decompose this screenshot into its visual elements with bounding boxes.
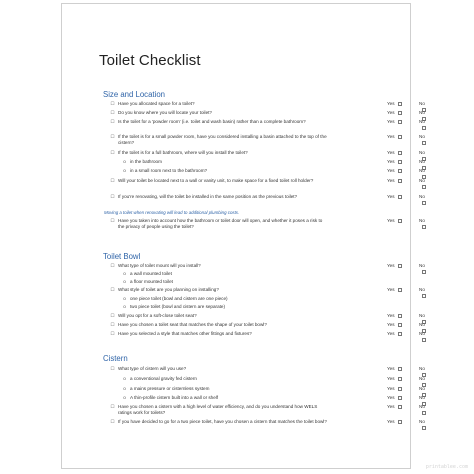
yes-checkbox	[398, 160, 402, 164]
no-checkbox	[422, 426, 426, 430]
checkbox-bullet-icon[interactable]: ☐	[110, 150, 115, 155]
no-option[interactable]: No	[419, 110, 426, 122]
no-option[interactable]: No	[419, 101, 426, 113]
no-checkbox	[422, 201, 426, 205]
no-checkbox	[422, 185, 426, 189]
no-option[interactable]: No	[419, 287, 426, 299]
no-checkbox	[422, 294, 426, 298]
checkbox-bullet-icon[interactable]: ☐	[110, 101, 115, 106]
yes-option[interactable]: Yes	[387, 313, 402, 319]
no-option[interactable]: No	[419, 159, 426, 171]
yes-checkbox	[398, 332, 402, 336]
checkbox-bullet-icon[interactable]: ☐	[110, 313, 115, 318]
yes-checkbox	[398, 219, 402, 223]
yes-checkbox	[398, 179, 402, 183]
yes-option[interactable]: Yes	[387, 194, 402, 200]
no-option[interactable]: No	[419, 168, 426, 180]
checkbox-bullet-icon[interactable]: ☐	[110, 331, 115, 336]
no-checkbox	[422, 141, 426, 145]
checkbox-bullet-icon[interactable]: ☐	[110, 178, 115, 183]
no-option[interactable]: No	[419, 134, 426, 146]
checkbox-bullet-icon[interactable]: ☐	[110, 322, 115, 327]
circle-bullet-icon: o	[123, 271, 126, 276]
no-option[interactable]: No	[419, 395, 426, 407]
watermark: printablee.com	[425, 464, 468, 470]
circle-bullet-icon: o	[123, 279, 126, 284]
yes-checkbox	[398, 323, 402, 327]
checkbox-bullet-icon[interactable]: ☐	[110, 134, 115, 139]
circle-bullet-icon: o	[123, 376, 126, 381]
yes-option[interactable]: Yes	[387, 218, 402, 224]
no-option[interactable]: No	[419, 218, 426, 230]
yes-checkbox	[398, 169, 402, 173]
no-option[interactable]: No	[419, 119, 426, 131]
circle-bullet-icon: o	[123, 296, 126, 301]
no-option[interactable]: No	[419, 313, 426, 325]
checkbox-bullet-icon[interactable]: ☐	[110, 194, 115, 199]
no-option[interactable]: No	[419, 419, 426, 431]
yes-option[interactable]: Yes	[387, 386, 402, 392]
plumbing-cost-note: Moving a toilet when renovating will lead to additional plumbing costs.	[104, 210, 240, 215]
checkbox-bullet-icon[interactable]: ☐	[110, 218, 115, 223]
yes-option[interactable]: Yes	[387, 366, 402, 372]
checkbox-bullet-icon[interactable]: ☐	[110, 110, 115, 115]
yes-checkbox	[398, 396, 402, 400]
no-checkbox	[422, 270, 426, 274]
yes-checkbox	[398, 195, 402, 199]
yes-option[interactable]: Yes	[387, 404, 402, 410]
yes-option[interactable]: Yes	[387, 110, 402, 116]
circle-bullet-icon: o	[123, 159, 126, 164]
yes-option[interactable]: Yes	[387, 263, 402, 269]
section-heading-toilet-bowl: Toilet Bowl	[103, 252, 141, 261]
section-heading-cistern: Cistern	[103, 354, 128, 363]
page-title: Toilet Checklist	[99, 52, 201, 69]
no-option[interactable]: No	[419, 386, 426, 398]
no-checkbox	[422, 338, 426, 342]
yes-option[interactable]: Yes	[387, 419, 402, 425]
circle-bullet-icon: o	[123, 386, 126, 391]
checkbox-bullet-icon[interactable]: ☐	[110, 419, 115, 424]
no-checkbox	[422, 225, 426, 229]
yes-checkbox	[398, 420, 402, 424]
section-heading-size-location: Size and Location	[103, 90, 165, 99]
yes-checkbox	[398, 151, 402, 155]
circle-bullet-icon: o	[123, 304, 126, 309]
yes-checkbox	[398, 111, 402, 115]
yes-option[interactable]: Yes	[387, 134, 402, 140]
yes-option[interactable]: Yes	[387, 101, 402, 107]
no-option[interactable]: No	[419, 376, 426, 388]
yes-checkbox	[398, 120, 402, 124]
yes-option[interactable]: Yes	[387, 150, 402, 156]
yes-checkbox	[398, 367, 402, 371]
yes-checkbox	[398, 264, 402, 268]
no-option[interactable]: No	[419, 322, 426, 334]
no-option[interactable]: No	[419, 194, 426, 206]
checkbox-bullet-icon[interactable]: ☐	[110, 119, 115, 124]
checkbox-bullet-icon[interactable]: ☐	[110, 287, 115, 292]
yes-option[interactable]: Yes	[387, 168, 402, 174]
yes-checkbox	[398, 314, 402, 318]
yes-checkbox	[398, 377, 402, 381]
yes-option[interactable]: Yes	[387, 119, 402, 125]
no-option[interactable]: No	[419, 178, 426, 190]
no-option[interactable]: No	[419, 150, 426, 162]
checkbox-bullet-icon[interactable]: ☐	[110, 366, 115, 371]
no-checkbox	[422, 126, 426, 130]
checklist-page: Toilet Checklist Size and Location ☐ Have you allocated space for a toilet? Yes No ☐ Do you know where you will locate your toilet? Yes No ☐ Is the toilet for a 'powder room' (i.e. toilet and wash basin) rather than a complete bathroom? Yes No ☐ If the toilet is for a small powder room, have you considered installing a basin attached to the top of the cistern? Yes No ☐ If the toilet is for a full bathroom, where will you install the toilet? Yes No o in the bathroom Yes No o in a small room next to the bathroom? Yes No ☐ Will your toilet be located next to a wall or vanity unit, to make space for a fixed toilet roll holder? Yes No ☐ If you're renovating, will the toilet be installed in the same position as the previous toilet? Yes No Moving a toilet when renovating will lead to additional plumbing costs. ☐ Have you taken into account how the bathroom or toilet door will open, and whether it poses a risk to the privacy of people using the toilet? Yes No Toilet Bowl ☐ What type of toilet mount will you install? Yes No o a wall mounted toilet o a floor mounted toilet ☐ What style of toilet are you planning on installing? Yes No o one piece toilet (bowl and cistern are one piece) o two piece toilet (bowl and cistern are separate) ☐ Will you opt for a soft-close toilet seat? Yes No ☐ Have you chosen a toilet seat that matches the shape of your toilet bowl? Yes No ☐ Have you selected a style that matches other fittings and fixtures? Yes No Cistern ☐ What type of cistern will you use? Yes No o a conventional gravity fed cistern Yes No o a mains pressure or cisternless system Yes No o A thin-profile cistern built into a wall or shelf Yes No ☐ Have you chosen a cistern with a high level of water efficiency, and do you understand how WELS ratings work for toilets? Yes No ☐ If you have decided to go for a two piece toilet, have you chosen a cistern that matches the toilet bowl? Yes No	[61, 3, 411, 469]
yes-checkbox	[398, 135, 402, 139]
no-option[interactable]: No	[419, 366, 426, 378]
yes-option[interactable]: Yes	[387, 376, 402, 382]
yes-option[interactable]: Yes	[387, 395, 402, 401]
no-checkbox	[422, 411, 426, 415]
no-option[interactable]: No	[419, 263, 426, 275]
yes-option[interactable]: Yes	[387, 331, 402, 337]
no-option[interactable]: No	[419, 404, 426, 416]
no-option[interactable]: No	[419, 331, 426, 343]
checkbox-bullet-icon[interactable]: ☐	[110, 263, 115, 268]
circle-bullet-icon: o	[123, 395, 126, 400]
yes-checkbox	[398, 405, 402, 409]
yes-option[interactable]: Yes	[387, 178, 402, 184]
yes-option[interactable]: Yes	[387, 287, 402, 293]
yes-checkbox	[398, 387, 402, 391]
circle-bullet-icon: o	[123, 168, 126, 173]
checkbox-bullet-icon[interactable]: ☐	[110, 404, 115, 409]
yes-checkbox	[398, 288, 402, 292]
yes-option[interactable]: Yes	[387, 322, 402, 328]
yes-checkbox	[398, 102, 402, 106]
yes-option[interactable]: Yes	[387, 159, 402, 165]
